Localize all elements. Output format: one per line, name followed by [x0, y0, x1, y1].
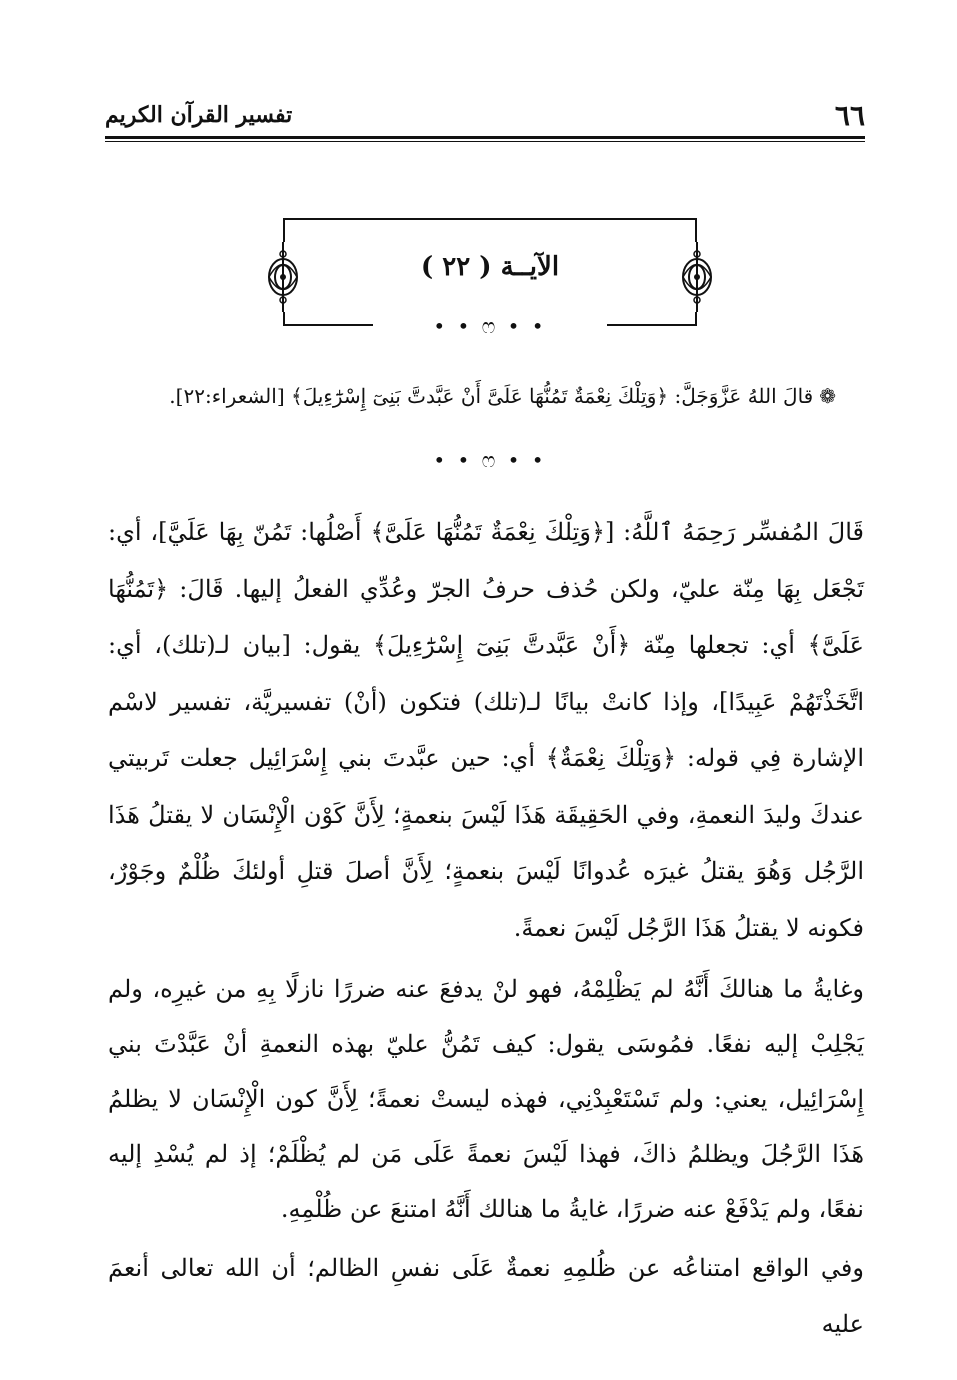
paragraph	[108, 504, 864, 956]
paragraph	[108, 1240, 864, 1352]
verse-text: قالَ اللهُ عَزَّوَجَلَّ: ﴿وَتِلْكَ نِعْمَةٌ تَمُنُّهَا عَلَىَّ أَنْ عَبَّدتَّ بَنِىٓ إِسْرَٰٓءِيلَ﴾ [الشعراء:٢٢].	[169, 384, 814, 408]
header-rule-thick	[105, 136, 865, 139]
verse-heading-title: الآيــة ( ٢٢ )	[420, 252, 560, 282]
header-rule-thin	[105, 141, 865, 142]
divider-ornament: • • ෆ • •	[433, 448, 547, 472]
verse-heading-frame	[283, 218, 697, 326]
paragraph-text: قَالَ المُفسِّر رَحِمَهُ ٱللَّهُ: [﴿وَتِلْكَ نِعْمَةٌ تَمُنُّهَا عَلَىَّ﴾ أَصْلُها: تَمُنّ بِهَا عَلَيَّ]، أي: تَجْعَل بِهَا مِنّة عليّ، ولكن حُذف حرفُ الجرّ وعُدِّي الفعلُ إليها. قَالَ: ﴿تَمُنُّهَا عَلَىَّ﴾ أي: تجعلها مِنّة ﴿أَنْ عَبَّدتَّ بَنِىٓ إِسْرَٰٓءِيلَ﴾ يقول: [بيان لـ(تلك)، أي: اتَّخَذْتَهُمْ عَبِيدًا]، وإذا كانتْ بيانًا لـ(تلك) فتكون (أنْ) تفسيريَّة، تفسير لاسْم الإشارة فِي قوله: ﴿وَتِلْكَ نِعْمَةٌ﴾ أي: حين عبَّدتَ بني إِسْرَائِيل جعلت تَربيتي عندكَ وليدَ النعمةِ، وفي الحَقِيقَة هَذَا لَيْسَ بنعمةٍ؛ لِأَنَّ كَوْن الْإِنْسَان لا يقتلُ هَذَا الرَّجُل وَهُوَ يقتلُ غيرَه عُدوانًا لَيْسَ بنعمةٍ؛ لِأَنَّ أصلَ قتلِ أولئكَ ظُلْمٌ وجَوْرٌ، فكونه لا يقتلُ هَذَا الرَّجُل لَيْسَ نعمةً.	[108, 518, 865, 942]
frame-top-border	[283, 218, 697, 220]
running-header	[105, 96, 865, 134]
paragraph-text: وغايةُ ما هنالكَ أَنَّهُ لم يَظْلِمْهُ، فهو لنْ يدفعَ عنه ضررًا نازلًا بِهِ من غيرِه، ولم يَجْلِبْ إليه نفعًا. فمُوسَى يقول: كيف تَمُنُّ عليّ بهذه النعمةِ أنْ عَبَّدْتَ بني إِسْرَائِيل، يعني: ولم تَسْتَعْبِدْنِي، فهذه ليستْ نعمةً؛ لِأَنَّ كون الْإِنْسَان لا يظلمُ هَذَا الرَّجُلَ ويظلمُ ذاكَ، فهذا لَيْسَ نعمةً عَلَى مَن لم يُظْلَمْ؛ إذ لم يُسْدِ إليه نفعًا، ولم يَدْفَعْ عنه ضررًا، غايةُ ما هنالك أَنَّهُ امتنعَ عن ظُلْمِهِ.	[108, 975, 864, 1223]
paragraph-text: وفي الواقع امتناعُه عن ظُلمِهِ نعمةٌ عَلَى نفسِ الظالم؛ أن الله تعالى أنعمَ عليه	[108, 1254, 864, 1338]
book-title: تفسير القرآن الكريم	[105, 102, 293, 128]
divider-ornament: • • ෆ • •	[433, 314, 547, 338]
frame-bottom-left-border	[283, 324, 373, 326]
verse-line	[110, 376, 836, 416]
flower-bullet-icon: ❁	[819, 384, 836, 408]
frame-bottom-right-border	[607, 324, 697, 326]
page-number: ٦٦	[834, 98, 865, 132]
paragraph	[108, 962, 864, 1237]
